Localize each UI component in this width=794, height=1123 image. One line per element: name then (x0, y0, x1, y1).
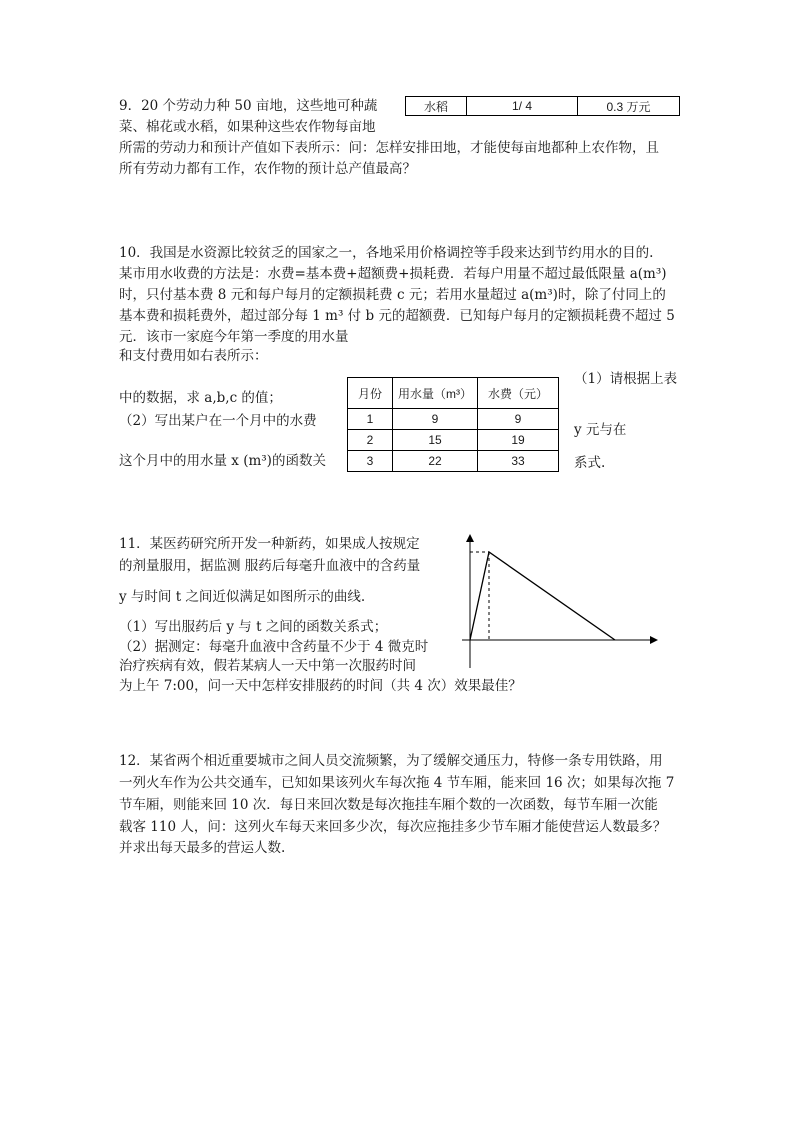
q10-right-3: 系式. (574, 455, 606, 471)
table-cell: 9 (478, 409, 559, 430)
drug-concentration-graph (460, 530, 660, 670)
q10-line-5: 元．该市一家庭今年第一季度的用水量 (119, 329, 349, 345)
table-header-row (348, 378, 559, 409)
q11-line-5: （2）据测定：每毫升血液中含药量不少于 4 微克时 (119, 639, 429, 655)
q12-line-5: 并求出每天最多的营运人数. (119, 840, 286, 856)
table-cell: 15 (393, 430, 478, 451)
q11-line-1: 11．某医药研究所开发一种新药，如果成人按规定 (119, 536, 420, 552)
table-cell: 3 (348, 451, 393, 472)
table-cell: 1 (348, 409, 393, 430)
q10-line-3: 时，只付基本费 8 元和每户每月的定额损耗费 c 元；若用水量超过 a(m³)时，除了付同上的 (119, 287, 666, 303)
table-cell: 33 (478, 451, 559, 472)
q10-left-3: 这个月中的用水量 x (m³)的函数关 (119, 453, 326, 469)
q10-line-6: 和支付费用如右表所示： (119, 348, 268, 364)
q9-line-1: 9．20 个劳动力种 50 亩地，这些地可种蔬 (119, 98, 378, 114)
table-header-cell: 用水量（m³） (393, 378, 478, 409)
table-cell: 1/ 4 (467, 97, 578, 116)
q11-line-7: 为上午 7:00，问一天中怎样安排服药的时间（共 4 次）效果最佳？ (119, 678, 522, 694)
q11-line-2: 的剂量服用，据监测 服药后每毫升血液中的含药量 (119, 558, 421, 574)
table-row (348, 430, 559, 451)
q12-line-4: 载客 110 人，问：这列火车每天来回多少次，每次应拖挂多少节车厢才能使营运人数最多？ (119, 819, 667, 835)
table-cell: 22 (393, 451, 478, 472)
table-cell: 19 (478, 430, 559, 451)
q9-line-4: 所有劳动力都有工作，农作物的预计总产值最高？ (119, 161, 416, 177)
table-header-cell: 月份 (348, 378, 393, 409)
table-cell: 2 (348, 430, 393, 451)
q10-line-2: 某市用水收费的方法是：水费=基本费+超额费+损耗费．若每户用量不超过最低限量 a(m³) (119, 266, 667, 282)
table-row (348, 409, 559, 430)
q10-right-1: （1）请根据上表 (574, 371, 678, 387)
q11-line-6: 治疗疾病有效，假若某病人一天中第一次服药时间 (119, 658, 416, 674)
q11-line-4: （1）写出服药后 y 与 t 之间的函数关系式； (119, 619, 388, 635)
q10-line-1: 10．我国是水资源比较贫乏的国家之一，各地采用价格调控等手段来达到节约用水的目的. (119, 245, 654, 261)
table-row (348, 451, 559, 472)
table-cell: 9 (393, 409, 478, 430)
table-row (406, 97, 680, 116)
q12-line-2: 一列火车作为公共交通车，已知如果该列火车每次拖 4 节车厢，能来回 16 次；如果每次拖 7 (119, 775, 675, 791)
q12-line-3: 节车厢，则能来回 10 次．每日来回次数是每次拖挂车厢个数的一次函数，每节车厢一次能 (119, 797, 658, 813)
table-cell: 0.3 万元 (578, 97, 680, 116)
q9-line-2: 菜、棉花或水稻，如果种这些农作物每亩地 (119, 119, 376, 135)
q10-left-2: （2）写出某户在一个月中的水费 (119, 413, 317, 429)
q10-line-4: 基本费和损耗费外，超过部分每 1 m³ 付 b 元的超额费．已知每户每月的定额损耗费不超过 5 (119, 308, 675, 324)
q10-right-2: y 元与在 (574, 422, 627, 438)
q9-line-3: 所需的劳动力和预计产值如下表所示：问：怎样安排田地，才能使每亩地都种上农作物，且 (119, 140, 659, 156)
q11-line-3: y 与时间 t 之间近似满足如图所示的曲线. (119, 589, 366, 605)
table-cell: 水稻 (406, 97, 467, 116)
q10-water-table (347, 377, 559, 472)
q9-crop-table (405, 96, 680, 116)
q10-left-1: 中的数据，求 a,b,c 的值； (119, 390, 282, 406)
table-header-cell: 水费（元） (478, 378, 559, 409)
q12-line-1: 12．某省两个相近重要城市之间人员交流频繁，为了缓解交通压力，特修一条专用铁路，用 (119, 753, 663, 769)
concentration-curve (470, 552, 615, 640)
